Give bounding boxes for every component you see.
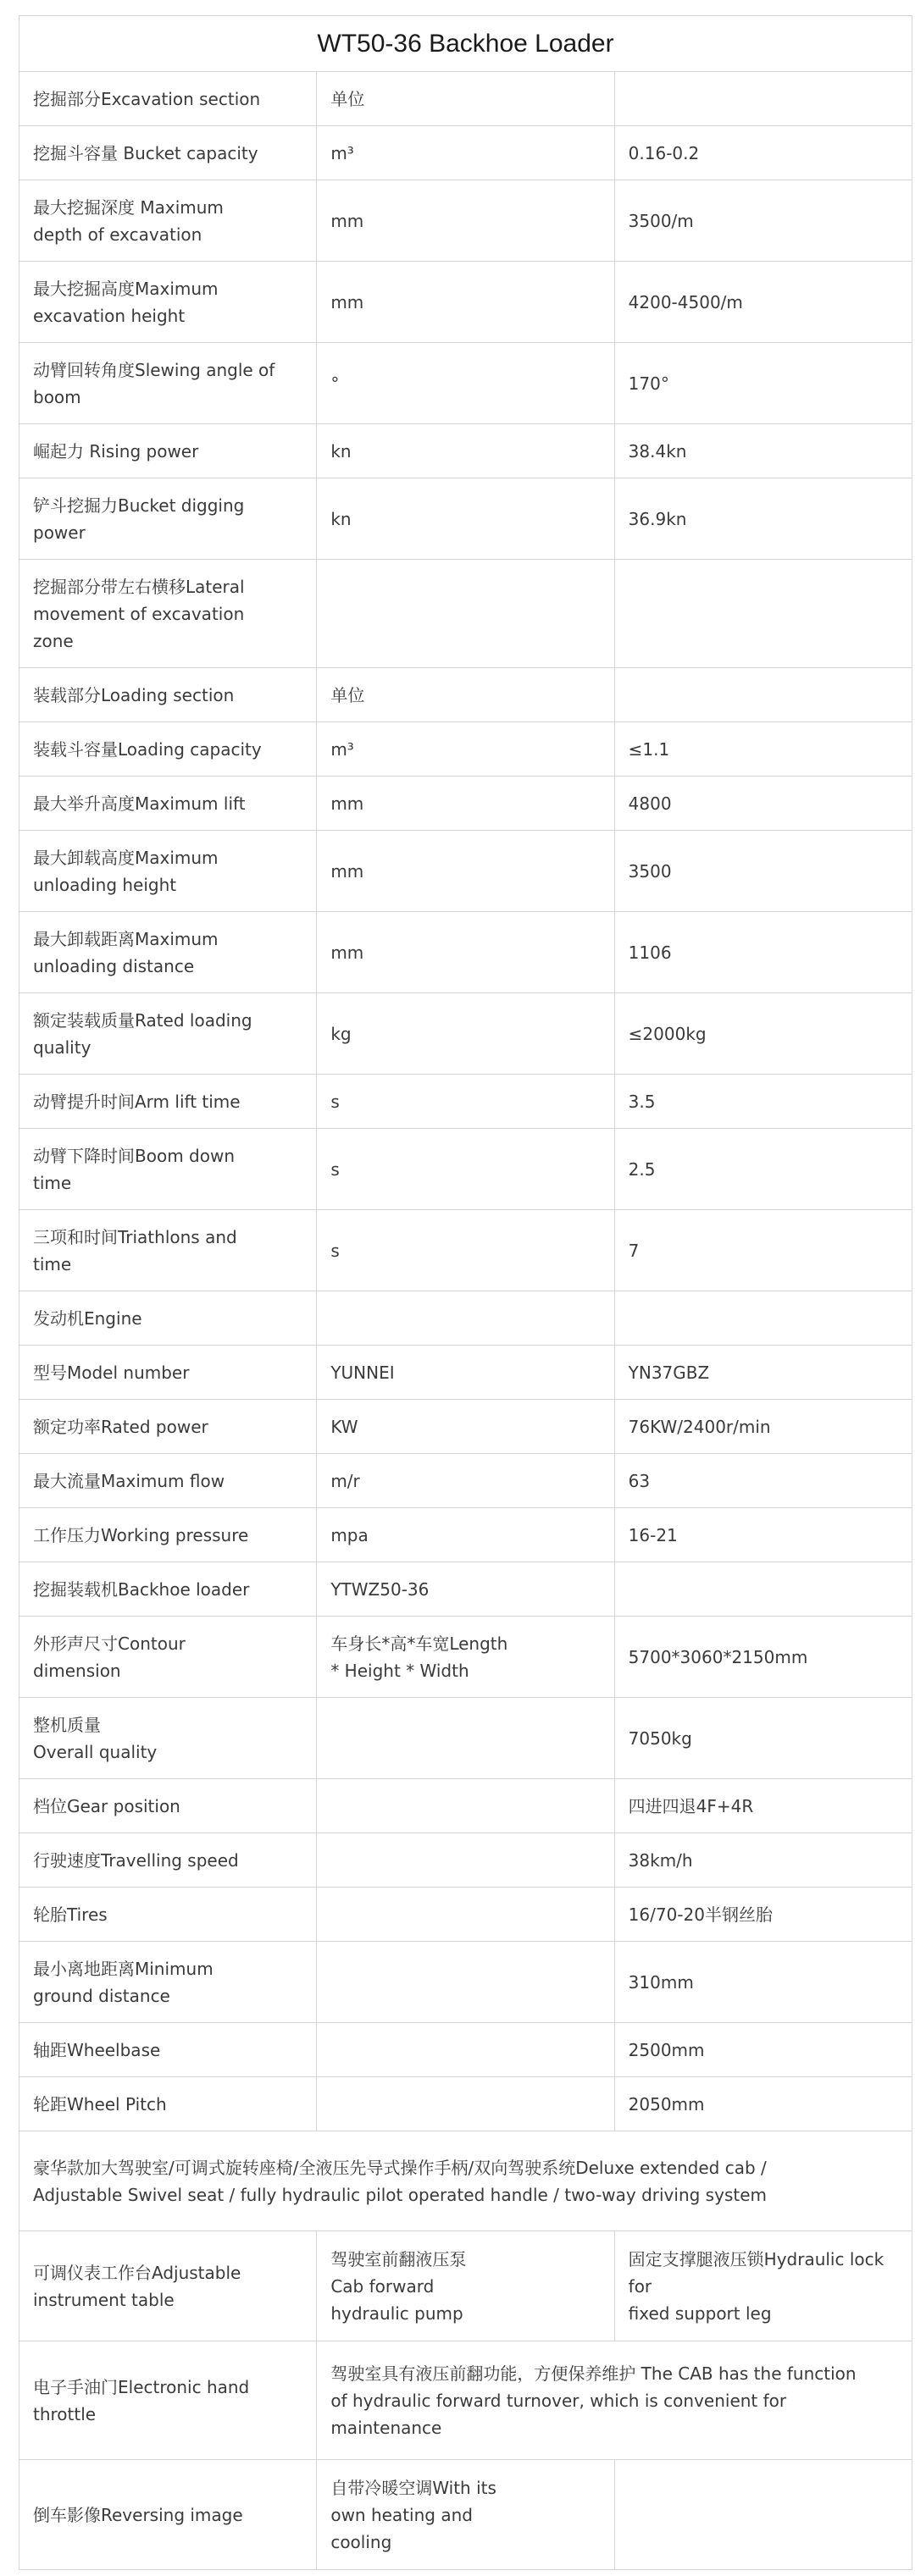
spec-label: 最大挖掘深度 Maximum depth of excavation: [19, 180, 317, 262]
spec-unit: mm: [317, 180, 614, 262]
spec-value: 2500mm: [614, 2023, 912, 2077]
spec-row: [19, 424, 912, 478]
spec-row: [19, 1617, 912, 1698]
spec-unit: 车身长*高*车宽Length * Height * Width: [317, 1617, 614, 1698]
spec-row: [19, 560, 912, 668]
spec-unit: m/r: [317, 1454, 614, 1508]
spec-value: ≤2000kg: [614, 993, 912, 1075]
spec-row: [19, 1210, 912, 1291]
feature-detail: 驾驶室具有液压前翻功能，方便保养维护 The CAB has the function of hydraulic forward turnover, which is convenient for maintenance: [317, 2341, 912, 2460]
spec-value: 16/70-20半钢丝胎: [614, 1888, 912, 1942]
feature-row: [19, 2460, 912, 2570]
spec-row: [19, 2077, 912, 2131]
spec-value: 7050kg: [614, 1698, 912, 1779]
spec-value: [614, 668, 912, 722]
spec-label: 行驶速度Travelling speed: [19, 1833, 317, 1888]
spec-label: 动臂回转角度Slewing angle of boom: [19, 343, 317, 424]
spec-label: 装载斗容量Loading capacity: [19, 722, 317, 777]
spec-label: 整机质量 Overall quality: [19, 1698, 317, 1779]
spec-unit: [317, 2023, 614, 2077]
spec-value: 3500: [614, 831, 912, 912]
spec-unit: m³: [317, 126, 614, 180]
spec-row: [19, 1129, 912, 1210]
spec-unit: s: [317, 1129, 614, 1210]
feature-row: [19, 2231, 912, 2341]
spec-label: 轴距Wheelbase: [19, 2023, 317, 2077]
feature-detail: 驾驶室前翻液压泵 Cab forward hydraulic pump: [317, 2231, 614, 2341]
spec-unit: [317, 560, 614, 668]
spec-value: 3.5: [614, 1075, 912, 1129]
spec-table: [19, 15, 912, 2570]
spec-row: [19, 1454, 912, 1508]
spec-label: 最大流量Maximum flow: [19, 1454, 317, 1508]
spec-value: 3500/m: [614, 180, 912, 262]
spec-label: 轮胎Tires: [19, 1888, 317, 1942]
spec-row: [19, 912, 912, 993]
spec-unit: [317, 1779, 614, 1833]
spec-label: 工作压力Working pressure: [19, 1508, 317, 1562]
spec-row: [19, 1400, 912, 1454]
spec-value: 310mm: [614, 1942, 912, 2023]
spec-row: [19, 180, 912, 262]
spec-value: [614, 1291, 912, 1346]
spec-label: 挖掘部分带左右横移Lateral movement of excavation zone: [19, 560, 317, 668]
spec-label: 发动机Engine: [19, 1291, 317, 1346]
spec-unit: YUNNEI: [317, 1346, 614, 1400]
feature-label: 电子手油门Electronic hand throttle: [19, 2341, 317, 2460]
spec-row: [19, 478, 912, 560]
spec-label: 外形声尺寸Contour dimension: [19, 1617, 317, 1698]
spec-label: 档位Gear position: [19, 1779, 317, 1833]
spec-unit: mm: [317, 912, 614, 993]
spec-label: 额定装载质量Rated loading quality: [19, 993, 317, 1075]
spec-row: [19, 1562, 912, 1617]
spec-value: [614, 560, 912, 668]
spec-unit: 单位: [317, 668, 614, 722]
spec-row: [19, 1779, 912, 1833]
spec-row: [19, 1833, 912, 1888]
spec-label: 挖掘部分Excavation section: [19, 72, 317, 126]
spec-row: [19, 722, 912, 777]
feature-label: 可调仪表工作台Adjustable instrument table: [19, 2231, 317, 2341]
spec-row: [19, 831, 912, 912]
spec-unit: KW: [317, 1400, 614, 1454]
spec-value: 7: [614, 1210, 912, 1291]
spec-label: 动臂下降时间Boom down time: [19, 1129, 317, 1210]
spec-label: 最大卸载高度Maximum unloading height: [19, 831, 317, 912]
spec-label: 最大卸载距离Maximum unloading distance: [19, 912, 317, 993]
spec-row: [19, 777, 912, 831]
spec-row: [19, 1698, 912, 1779]
spec-value: ≤1.1: [614, 722, 912, 777]
spec-value: 170°: [614, 343, 912, 424]
spec-label: 动臂提升时间Arm lift time: [19, 1075, 317, 1129]
spec-row: [19, 1291, 912, 1346]
spec-unit: mpa: [317, 1508, 614, 1562]
spec-label: 三项和时间Triathlons and time: [19, 1210, 317, 1291]
spec-unit: kn: [317, 424, 614, 478]
spec-value: 63: [614, 1454, 912, 1508]
spec-unit: 单位: [317, 72, 614, 126]
spec-row: [19, 126, 912, 180]
spec-value: 36.9kn: [614, 478, 912, 560]
spec-unit: [317, 2077, 614, 2131]
spec-row: [19, 993, 912, 1075]
feature-description: 豪华款加大驾驶室/可调式旋转座椅/全液压先导式操作手柄/双向驾驶系统Deluxe extended cab / Adjustable Swivel seat / fully hydraulic pilot operated handle / two-way driving system: [19, 2131, 912, 2231]
feature-row: [19, 2341, 912, 2460]
spec-unit: s: [317, 1210, 614, 1291]
spec-label: 额定功率Rated power: [19, 1400, 317, 1454]
spec-row: [19, 1942, 912, 2023]
spec-value: YN37GBZ: [614, 1346, 912, 1400]
spec-value: [614, 72, 912, 126]
spec-label: 崛起力 Rising power: [19, 424, 317, 478]
spec-value: 5700*3060*2150mm: [614, 1617, 912, 1698]
spec-unit: [317, 1942, 614, 2023]
spec-value: 4200-4500/m: [614, 262, 912, 343]
spec-sheet: [19, 15, 912, 2570]
spec-label: 挖掘装载机Backhoe loader: [19, 1562, 317, 1617]
spec-label: 装载部分Loading section: [19, 668, 317, 722]
spec-label: 最大挖掘高度Maximum excavation height: [19, 262, 317, 343]
spec-unit: YTWZ50-36: [317, 1562, 614, 1617]
spec-value: 0.16-0.2: [614, 126, 912, 180]
spec-row: [19, 1888, 912, 1942]
feature-row: [19, 2131, 912, 2231]
spec-row: [19, 668, 912, 722]
spec-unit: kg: [317, 993, 614, 1075]
spec-value: 76KW/2400r/min: [614, 1400, 912, 1454]
spec-unit: m³: [317, 722, 614, 777]
title-row: [19, 16, 912, 72]
spec-value: 1106: [614, 912, 912, 993]
spec-label: 铲斗挖掘力Bucket digging power: [19, 478, 317, 560]
spec-unit: mm: [317, 777, 614, 831]
feature-extra: 固定支撑腿液压锁Hydraulic lock for fixed support leg: [614, 2231, 912, 2341]
spec-value: 38km/h: [614, 1833, 912, 1888]
feature-detail: 自带冷暖空调With its own heating and cooling: [317, 2460, 614, 2570]
spec-unit: °: [317, 343, 614, 424]
page-title: WT50-36 Backhoe Loader: [19, 16, 912, 72]
spec-unit: [317, 1888, 614, 1942]
spec-unit: mm: [317, 262, 614, 343]
feature-extra: [614, 2460, 912, 2570]
spec-value: 38.4kn: [614, 424, 912, 478]
spec-unit: s: [317, 1075, 614, 1129]
spec-row: [19, 1508, 912, 1562]
spec-unit: [317, 1698, 614, 1779]
spec-value: 2050mm: [614, 2077, 912, 2131]
spec-row: [19, 262, 912, 343]
spec-value: 4800: [614, 777, 912, 831]
spec-value: 2.5: [614, 1129, 912, 1210]
spec-label: 轮距Wheel Pitch: [19, 2077, 317, 2131]
spec-unit: [317, 1833, 614, 1888]
spec-row: [19, 1075, 912, 1129]
spec-row: [19, 1346, 912, 1400]
spec-row: [19, 343, 912, 424]
spec-unit: kn: [317, 478, 614, 560]
spec-unit: mm: [317, 831, 614, 912]
spec-value: 四进四退4F+4R: [614, 1779, 912, 1833]
spec-label: 挖掘斗容量 Bucket capacity: [19, 126, 317, 180]
spec-value: 16-21: [614, 1508, 912, 1562]
feature-label: 倒车影像Reversing image: [19, 2460, 317, 2570]
spec-row: [19, 72, 912, 126]
spec-label: 型号Model number: [19, 1346, 317, 1400]
spec-row: [19, 2023, 912, 2077]
spec-label: 最小离地距离Minimum ground distance: [19, 1942, 317, 2023]
spec-value: [614, 1562, 912, 1617]
spec-label: 最大举升高度Maximum lift: [19, 777, 317, 831]
spec-unit: [317, 1291, 614, 1346]
